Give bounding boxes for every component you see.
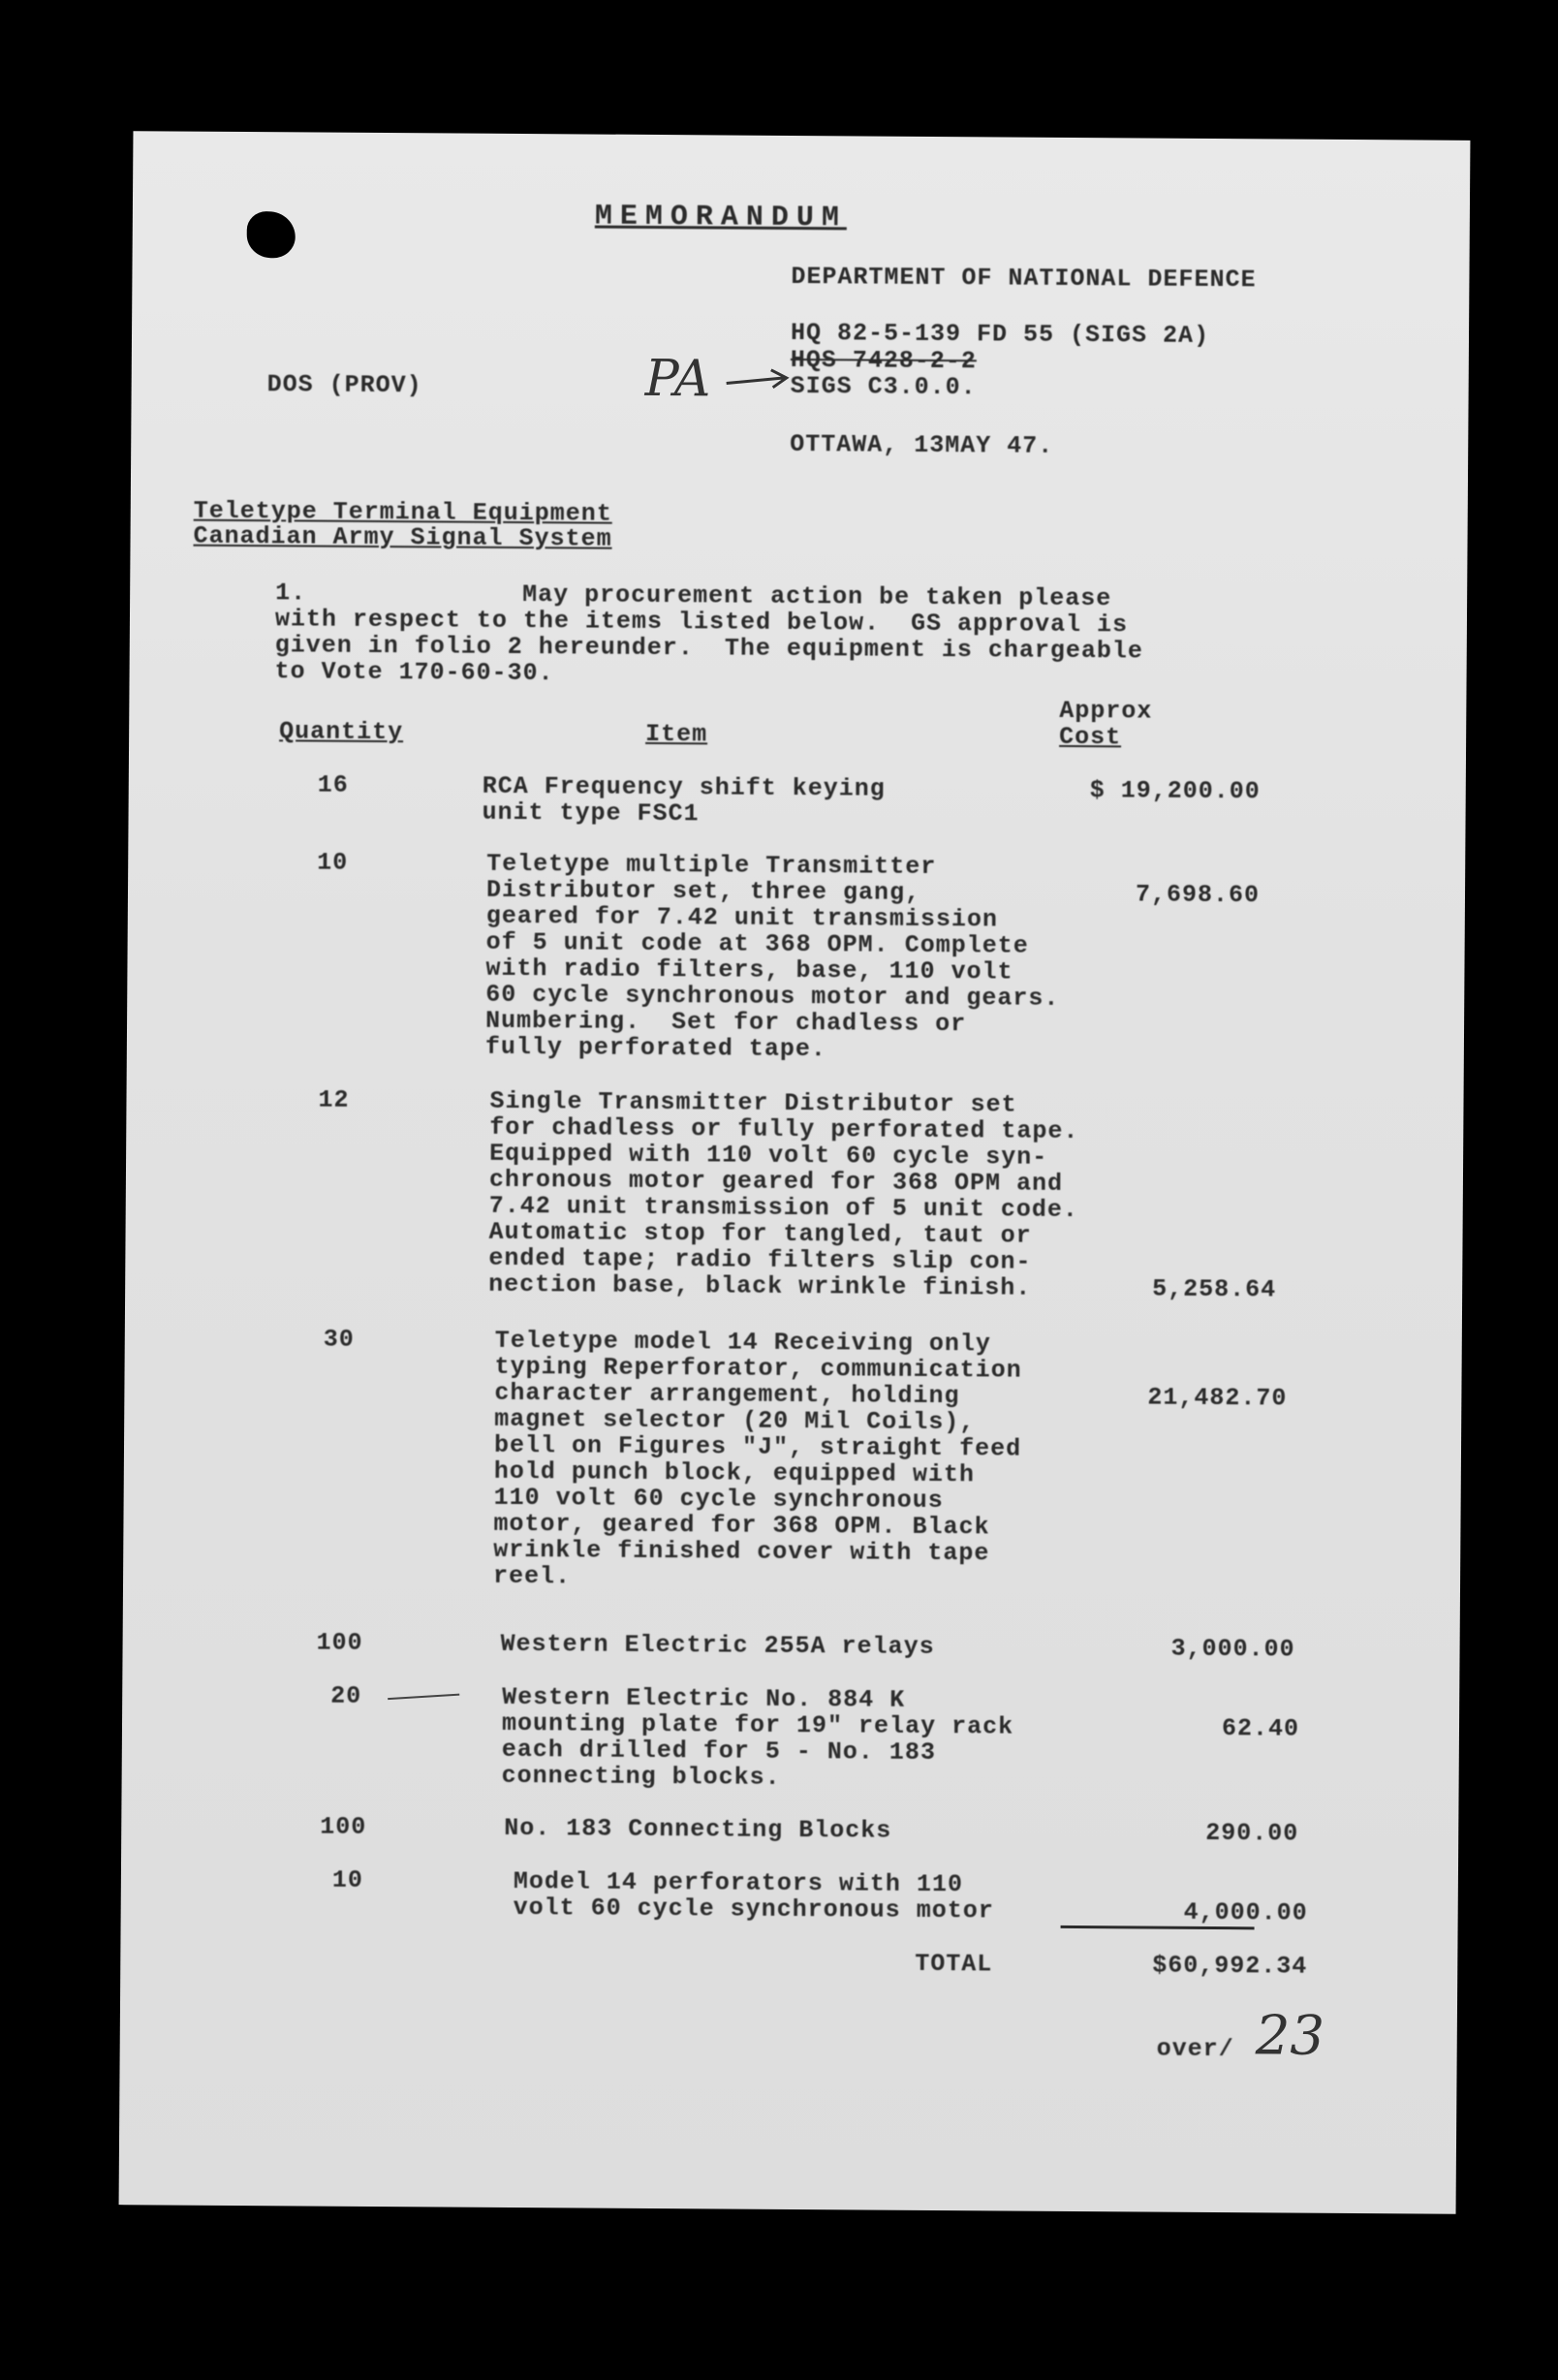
column-header-cost: Approx xyxy=(1059,696,1153,726)
item-line: unit type FSC1 xyxy=(482,798,700,829)
item-line: ended tape; radio filters slip con- xyxy=(488,1243,1032,1276)
file-ref-1: HQ 82-5-139 FD 55 (SIGS 2A) xyxy=(790,318,1210,350)
item-line: for chadless or fully perforated tape. xyxy=(489,1112,1079,1146)
item-quantity: 10 xyxy=(331,1865,364,1895)
item-line: with radio filters, base, 110 volt xyxy=(485,954,1013,986)
item-cost: 4,000.00 xyxy=(1183,1897,1308,1927)
addressee: DOS (PROV) xyxy=(266,370,422,400)
item-cost: 290.00 xyxy=(1205,1818,1299,1848)
item-quantity: 30 xyxy=(323,1325,355,1354)
item-line: Model 14 perforators with 110 xyxy=(513,1866,964,1899)
item-line: reel. xyxy=(492,1561,572,1591)
item-line: Teletype model 14 Receiving only xyxy=(494,1326,991,1359)
total-label: TOTAL xyxy=(915,1949,993,1979)
column-header-cost: Cost xyxy=(1059,722,1122,752)
item-line: Western Electric No. 884 K xyxy=(502,1682,906,1714)
item-line: mounting plate for 19" relay rack xyxy=(501,1708,1014,1741)
paragraph-number: 1. xyxy=(275,579,307,608)
pen-mark-dash xyxy=(386,1691,463,1704)
item-line: hold punch block, equipped with xyxy=(493,1456,976,1489)
item-line: of 5 unit code at 368 OPM. Complete xyxy=(485,927,1029,960)
department-name: DEPARTMENT OF NATIONAL DEFENCE xyxy=(791,262,1257,295)
item-cost: 3,000.00 xyxy=(1170,1634,1295,1664)
item-line: RCA Frequency shift keying xyxy=(482,771,886,803)
item-line: Equipped with 110 volt 60 cycle syn- xyxy=(489,1139,1048,1172)
item-line: Teletype multiple Transmitter xyxy=(486,849,937,882)
column-header-item: Item xyxy=(645,719,708,749)
item-line: magnet selector (20 Mil Coils), xyxy=(494,1404,976,1437)
item-quantity: 10 xyxy=(317,848,349,877)
item-cost: 7,698.60 xyxy=(1135,880,1261,910)
item-quantity: 20 xyxy=(330,1681,362,1710)
item-line: connecting blocks. xyxy=(501,1761,781,1792)
item-line: typing Reperforator, communication xyxy=(494,1352,1022,1385)
paragraph-line: to Vote 170-60-30. xyxy=(274,657,554,688)
item-line: volt 60 cycle synchronous motor xyxy=(513,1893,994,1926)
item-line: nection base, black wrinkle finish. xyxy=(488,1269,1032,1302)
item-line: geared for 7.42 unit transmission xyxy=(485,901,999,934)
over-note: over/ xyxy=(1156,2034,1234,2064)
handwritten-folio-number: 23 xyxy=(1255,2004,1325,2068)
file-ref-2: HQS 7428-2-2 xyxy=(790,345,977,376)
file-ref-3: SIGS C3.0.0. xyxy=(790,371,977,402)
item-quantity: 12 xyxy=(318,1085,350,1114)
paragraph-line: given in folio 2 hereunder. The equipment is chargeable xyxy=(274,631,1144,666)
place-date: OTTAWA, 13MAY 47. xyxy=(790,429,1054,460)
paragraph-line: with respect to the items listed below. GS approval is xyxy=(274,605,1129,640)
item-cost: 21,482.70 xyxy=(1147,1383,1288,1413)
item-line: fully perforated tape. xyxy=(484,1032,827,1064)
item-line: bell on Figures "J", straight feed xyxy=(493,1430,1022,1463)
item-line: wrinkle finished cover with tape xyxy=(493,1535,990,1568)
item-cost: 5,258.64 xyxy=(1152,1274,1277,1304)
item-line: motor, geared for 368 OPM. Black xyxy=(493,1509,990,1542)
item-line: No. 183 Connecting Blocks xyxy=(504,1813,892,1845)
item-quantity: 100 xyxy=(316,1628,363,1657)
item-line: each drilled for 5 - No. 183 xyxy=(501,1735,937,1768)
total-rule xyxy=(1061,1926,1255,1929)
item-quantity: 16 xyxy=(317,770,349,799)
punch-hole xyxy=(247,211,296,258)
handwritten-initials: PA xyxy=(644,349,711,409)
memo-title: MEMORANDUM xyxy=(594,200,848,235)
memo-page xyxy=(119,131,1471,2214)
handwritten-arrow-icon xyxy=(725,365,793,394)
item-line: Distributor set, three gang, xyxy=(485,875,921,907)
item-line: 7.42 unit transmission of 5 unit code. xyxy=(488,1191,1078,1225)
item-line: 60 cycle synchronous motor and gears. xyxy=(485,980,1060,1013)
subject-line-2: Canadian Army Signal System xyxy=(193,521,612,553)
item-line: Automatic stop for tangled, taut or xyxy=(488,1217,1032,1250)
item-line: chronous motor geared for 368 OPM and xyxy=(488,1165,1064,1198)
total-value: $60,992.34 xyxy=(1152,1951,1308,1981)
item-quantity: 100 xyxy=(320,1812,367,1841)
item-line: Western Electric 255A relays xyxy=(500,1629,935,1662)
item-line: 110 volt 60 cycle synchronous xyxy=(493,1483,944,1516)
item-cost: $ 19,200.00 xyxy=(1089,776,1261,806)
item-line: character arrangement, holding xyxy=(494,1378,960,1411)
column-header-quantity: Quantity xyxy=(279,717,404,747)
item-cost: 62.40 xyxy=(1221,1714,1300,1743)
item-line: Single Transmitter Distributor set xyxy=(489,1086,1017,1119)
subject-line-1: Teletype Terminal Equipment xyxy=(193,496,612,528)
paragraph-line: May procurement action be taken please xyxy=(522,580,1112,613)
item-line: Numbering. Set for chadless or xyxy=(484,1006,967,1039)
